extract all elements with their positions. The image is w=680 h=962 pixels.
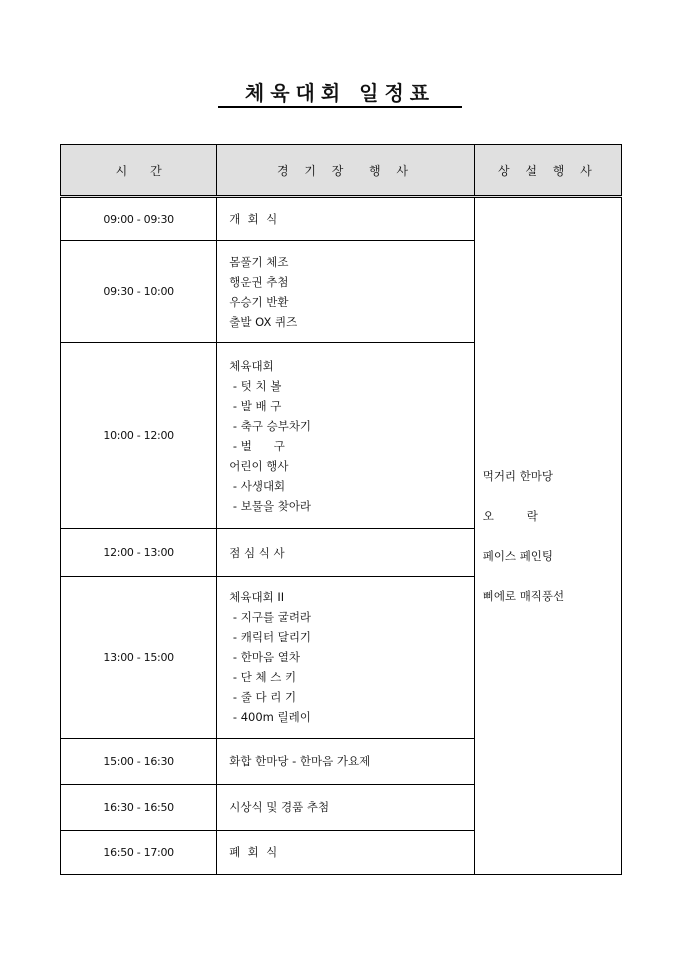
header-time: 시 간 — [61, 145, 217, 197]
event-line: - 발 배 구 — [229, 398, 282, 413]
time-cell: 13:00 - 15:00 — [61, 576, 217, 738]
side-event: 먹거리 한마당 — [482, 469, 554, 484]
time-cell: 12:00 - 13:00 — [61, 529, 217, 576]
side-event: 페이스 페인팅 — [482, 549, 554, 564]
header-side-events: 상 설 행 사 — [474, 145, 621, 197]
event-line: - 줄 다 리 기 — [229, 690, 297, 705]
event-cell — [217, 830, 474, 874]
event-cell — [217, 784, 474, 830]
header-main-events: 경 기 장 행 사 — [217, 145, 474, 197]
event-line: - 축구 승부차기 — [229, 418, 312, 433]
event-line: - 한마음 열차 — [229, 650, 300, 665]
event-line: - 캐릭터 달리기 — [229, 630, 312, 645]
event-line: 우승기 반환 — [229, 294, 289, 309]
event-line: 행운권 추첨 — [229, 274, 289, 289]
event-line: 개 회 식 — [229, 212, 278, 227]
event-line: 시상식 및 경품 추첨 — [229, 800, 330, 815]
event-line: 몸풀기 체조 — [229, 254, 289, 269]
event-line: 체육대회 II — [229, 590, 285, 605]
event-line: 폐 회 식 — [229, 845, 278, 860]
event-line: 체육대회 — [229, 358, 274, 373]
event-cell — [217, 197, 474, 241]
time-cell: 16:50 - 17:00 — [61, 830, 217, 874]
event-line: 출발 OX 퀴즈 — [229, 314, 298, 329]
event-cell — [217, 576, 474, 738]
event-line: 점 심 식 사 — [229, 545, 285, 560]
schedule-table — [60, 144, 622, 875]
event-line: 화합 한마당 - 한마음 가요제 — [229, 754, 371, 769]
header-row — [61, 145, 622, 197]
side-event: 오 락 — [482, 509, 538, 524]
side-events-cell — [474, 197, 621, 875]
side-event: 삐에로 매직풍선 — [482, 589, 565, 604]
event-line: - 단 체 스 키 — [229, 670, 297, 685]
title-underline — [218, 106, 462, 108]
table-row — [61, 197, 622, 241]
event-line: - 텃 치 볼 — [229, 378, 282, 393]
event-cell — [217, 529, 474, 576]
event-cell — [217, 738, 474, 784]
time-cell: 10:00 - 12:00 — [61, 343, 217, 529]
time-cell: 09:00 - 09:30 — [61, 197, 217, 241]
event-line: - 400m 릴레이 — [229, 710, 311, 725]
event-line: 어린이 행사 — [229, 458, 289, 473]
event-line: - 지구를 굴려라 — [229, 610, 312, 625]
time-cell: 09:30 - 10:00 — [61, 241, 217, 343]
event-cell — [217, 343, 474, 529]
event-line: - 사생대회 — [229, 478, 286, 493]
time-cell: 15:00 - 16:30 — [61, 738, 217, 784]
event-cell — [217, 241, 474, 343]
event-line: - 보물을 찾아라 — [229, 498, 312, 513]
event-line: - 벌 구 — [229, 438, 285, 453]
time-cell: 16:30 - 16:50 — [61, 784, 217, 830]
page-title: 체육대회 일정표 — [244, 81, 436, 105]
